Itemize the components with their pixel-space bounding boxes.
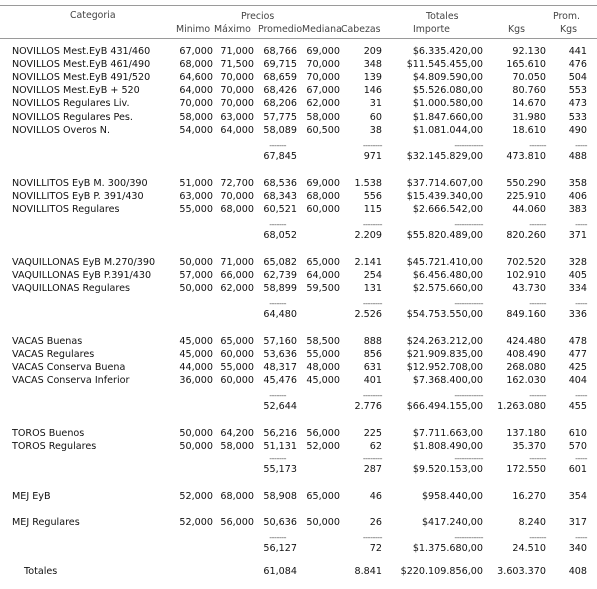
precio-promedio: 68,426: [263, 85, 297, 96]
precio-mediana: 70,000: [306, 59, 340, 70]
cabezas-value: 631: [363, 362, 382, 373]
cabezas-value: 2.141: [354, 257, 382, 268]
precio-promedio: 69,715: [263, 59, 297, 70]
precio-maximo: 71,000: [220, 46, 254, 57]
kgs-value: 424.480: [506, 336, 546, 347]
importe-value: $7.711.663,00: [412, 428, 483, 439]
prom-kgs-value: 441: [568, 46, 587, 57]
subtotal-divider: -------: [529, 299, 546, 308]
subtotal-divider: -----: [575, 141, 587, 150]
precio-mediana: 58,000: [306, 112, 340, 123]
importe-value: $2.575.660,00: [412, 283, 483, 294]
prom-kgs-value: 405: [568, 270, 587, 281]
header-cabezas: Cabezas: [341, 24, 381, 35]
kgs-value: 43.730: [512, 283, 546, 294]
category-label: VAQUILLONAS Regulares: [12, 283, 131, 294]
subtotal-kgs: 1.263.080: [497, 401, 546, 412]
category-label: NOVILLOS Overos N.: [12, 125, 110, 136]
category-label: NOVILLOS Regulares Liv.: [12, 98, 130, 109]
subtotal-prom-kgs: 488: [568, 151, 587, 162]
category-label: NOVILLOS Regulares Pes.: [12, 112, 133, 123]
precio-maximo: 72,700: [220, 178, 254, 189]
precio-mediana: 59,500: [306, 283, 340, 294]
precio-minimo: 50,000: [179, 441, 213, 452]
subtotal-divider: -------: [269, 533, 286, 542]
subtotal-divider: -----: [575, 299, 587, 308]
prom-kgs-value: 473: [568, 98, 587, 109]
subtotal-importe: $66.494.155,00: [406, 401, 483, 412]
precio-mediana: 65,000: [306, 257, 340, 268]
cabezas-value: 856: [363, 349, 382, 360]
kgs-value: 162.030: [506, 375, 546, 386]
subtotal-divider: -------: [529, 391, 546, 400]
cabezas-value: 254: [363, 270, 382, 281]
precio-promedio: 58,899: [263, 283, 297, 294]
prom-kgs-value: 334: [568, 283, 587, 294]
precio-promedio: 57,160: [263, 336, 297, 347]
precio-minimo: 58,000: [179, 112, 213, 123]
precio-maximo: 66,000: [220, 270, 254, 281]
precio-mediana: 64,000: [306, 270, 340, 281]
prom-kgs-value: 490: [568, 125, 587, 136]
cabezas-value: 60: [369, 112, 382, 123]
kgs-value: 18.610: [512, 125, 546, 136]
category-label: VAQUILLONAS EyB M.270/390: [12, 257, 156, 268]
precio-promedio: 58,908: [263, 491, 297, 502]
importe-value: $1.847.660,00: [412, 112, 483, 123]
subtotal-cabezas: 2.526: [354, 309, 382, 320]
precio-minimo: 44,000: [179, 362, 213, 373]
totals-kgs: 3.603.370: [497, 566, 546, 577]
precio-minimo: 67,000: [179, 46, 213, 57]
category-label: NOVILLOS Mest.EyB 431/460: [12, 46, 151, 57]
subtotal-importe: $55.820.489,00: [406, 230, 483, 241]
precio-mediana: 58,500: [306, 336, 340, 347]
precio-maximo: 63,000: [220, 112, 254, 123]
prom-kgs-value: 317: [568, 517, 587, 528]
precio-minimo: 64,600: [179, 72, 213, 83]
subtotal-divider: -------: [529, 454, 546, 463]
kgs-value: 80.760: [512, 85, 546, 96]
kgs-value: 70.050: [512, 72, 546, 83]
category-label: NOVILLITOS EyB P. 391/430: [12, 191, 144, 202]
precio-maximo: 68,000: [220, 204, 254, 215]
precio-minimo: 55,000: [179, 204, 213, 215]
category-label: NOVILLOS Mest.EyB 491/520: [12, 72, 151, 83]
precio-minimo: 50,000: [179, 257, 213, 268]
importe-value: $6.335.420,00: [412, 46, 483, 57]
subtotal-divider: -------: [269, 454, 286, 463]
prom-kgs-value: 328: [568, 257, 587, 268]
header-kgs: Kgs: [508, 24, 525, 35]
precio-minimo: 68,000: [179, 59, 213, 70]
precio-maximo: 71,000: [220, 257, 254, 268]
importe-value: $1.000.580,00: [412, 98, 483, 109]
category-label: MEJ EyB: [12, 491, 51, 502]
subtotal-divider: ------------: [454, 141, 483, 150]
totals-cabezas: 8.841: [354, 566, 382, 577]
subtotal-promedio: 64,480: [263, 309, 297, 320]
header-minimo: Minimo: [176, 24, 211, 35]
precio-minimo: 50,000: [179, 428, 213, 439]
precio-mediana: 65,000: [306, 491, 340, 502]
header-bottom-rule: [0, 38, 597, 39]
prom-kgs-value: 358: [568, 178, 587, 189]
category-label: NOVILLOS Mest.EyB + 520: [12, 85, 140, 96]
subtotal-divider: -----: [575, 220, 587, 229]
precio-minimo: 57,000: [179, 270, 213, 281]
precio-promedio: 56,216: [263, 428, 297, 439]
precio-promedio: 45,476: [263, 375, 297, 386]
kgs-value: 14.670: [512, 98, 546, 109]
subtotal-cabezas: 287: [363, 464, 382, 475]
kgs-value: 102.910: [506, 270, 546, 281]
kgs-value: 8.240: [518, 517, 546, 528]
precio-mediana: 60,000: [306, 204, 340, 215]
subtotal-divider: ------------: [454, 220, 483, 229]
precio-maximo: 70,000: [220, 72, 254, 83]
subtotal-divider: ------------: [454, 299, 483, 308]
cabezas-value: 131: [363, 283, 382, 294]
subtotal-divider: -------: [529, 533, 546, 542]
kgs-value: 550.290: [506, 178, 546, 189]
precio-minimo: 63,000: [179, 191, 213, 202]
kgs-value: 408.490: [506, 349, 546, 360]
precio-mediana: 68,000: [306, 191, 340, 202]
subtotal-prom-kgs: 371: [568, 230, 587, 241]
category-label: NOVILLITOS Regulares: [12, 204, 120, 215]
subtotal-prom-kgs: 601: [568, 464, 587, 475]
header-importe: Importe: [413, 24, 450, 35]
subtotal-divider: -------: [269, 220, 286, 229]
precio-promedio: 68,659: [263, 72, 297, 83]
cabezas-value: 62: [369, 441, 382, 452]
kgs-value: 16.270: [512, 491, 546, 502]
prom-kgs-value: 570: [568, 441, 587, 452]
precio-promedio: 68,766: [263, 46, 297, 57]
cabezas-value: 146: [363, 85, 382, 96]
precio-mediana: 55,000: [306, 349, 340, 360]
totals-label: Totales: [24, 566, 58, 577]
precio-maximo: 62,000: [220, 283, 254, 294]
precio-promedio: 68,343: [263, 191, 297, 202]
precio-minimo: 45,000: [179, 336, 213, 347]
subtotal-promedio: 68,052: [263, 230, 297, 241]
subtotal-prom-kgs: 336: [568, 309, 587, 320]
precio-mediana: 48,000: [306, 362, 340, 373]
importe-value: $958.440,00: [421, 491, 483, 502]
kgs-value: 35.370: [512, 441, 546, 452]
importe-value: $12.952.708,00: [406, 362, 483, 373]
prom-kgs-value: 404: [568, 375, 587, 386]
precio-maximo: 65,000: [220, 336, 254, 347]
precio-mediana: 56,000: [306, 428, 340, 439]
precio-maximo: 64,200: [220, 428, 254, 439]
precio-mediana: 60,500: [306, 125, 340, 136]
precio-promedio: 57,775: [263, 112, 297, 123]
precio-minimo: 52,000: [179, 517, 213, 528]
subtotal-kgs: 849.160: [506, 309, 546, 320]
cabezas-value: 888: [363, 336, 382, 347]
precio-promedio: 48,317: [263, 362, 297, 373]
cabezas-value: 139: [363, 72, 382, 83]
header-mediana: Mediana: [302, 24, 342, 35]
precio-mediana: 52,000: [306, 441, 340, 452]
header-promedio: Promedio: [258, 24, 303, 35]
importe-value: $5.526.080,00: [412, 85, 483, 96]
subtotal-kgs: 473.810: [506, 151, 546, 162]
precio-maximo: 71,500: [220, 59, 254, 70]
precio-maximo: 70,000: [220, 98, 254, 109]
precio-promedio: 51,131: [263, 441, 297, 452]
precio-promedio: 68,536: [263, 178, 297, 189]
precio-maximo: 70,000: [220, 191, 254, 202]
cabezas-value: 401: [363, 375, 382, 386]
precio-mediana: 69,000: [306, 178, 340, 189]
precio-minimo: 45,000: [179, 349, 213, 360]
subtotal-promedio: 67,845: [263, 151, 297, 162]
subtotal-divider: ------------: [454, 391, 483, 400]
subtotal-cabezas: 72: [369, 543, 382, 554]
category-label: VAQUILLONAS EyB P.391/430: [12, 270, 152, 281]
precio-maximo: 60,000: [220, 349, 254, 360]
kgs-value: 31.980: [512, 112, 546, 123]
kgs-value: 165.610: [506, 59, 546, 70]
cabezas-value: 348: [363, 59, 382, 70]
importe-value: $1.808.490,00: [412, 441, 483, 452]
subtotal-divider: -------: [529, 141, 546, 150]
kgs-value: 137.180: [506, 428, 546, 439]
precio-promedio: 68,206: [263, 98, 297, 109]
importe-value: $11.545.455,00: [406, 59, 483, 70]
importe-value: $21.909.835,00: [406, 349, 483, 360]
precio-minimo: 64,000: [179, 85, 213, 96]
cabezas-value: 1.538: [354, 178, 382, 189]
importe-value: $15.439.340,00: [406, 191, 483, 202]
subtotal-divider: --------: [362, 533, 382, 542]
totals-prom-kgs: 408: [568, 566, 587, 577]
precio-maximo: 60,000: [220, 375, 254, 386]
cabezas-value: 209: [363, 46, 382, 57]
kgs-value: 268.080: [506, 362, 546, 373]
precio-promedio: 65,082: [263, 257, 297, 268]
cabezas-value: 38: [369, 125, 382, 136]
importe-value: $417.240,00: [421, 517, 483, 528]
prom-kgs-value: 383: [568, 204, 587, 215]
subtotal-cabezas: 2.776: [354, 401, 382, 412]
importe-value: $37.714.607,00: [406, 178, 483, 189]
prom-kgs-value: 476: [568, 59, 587, 70]
header-top-rule: [0, 5, 597, 6]
subtotal-importe: $54.753.550,00: [406, 309, 483, 320]
precio-mediana: 50,000: [306, 517, 340, 528]
precio-mediana: 70,000: [306, 72, 340, 83]
importe-value: $7.368.400,00: [412, 375, 483, 386]
subtotal-kgs: 24.510: [512, 543, 546, 554]
prom-kgs-value: 504: [568, 72, 587, 83]
subtotal-divider: -------: [269, 299, 286, 308]
precio-maximo: 58,000: [220, 441, 254, 452]
importe-value: $4.809.590,00: [412, 72, 483, 83]
importe-value: $1.081.044,00: [412, 125, 483, 136]
subtotal-kgs: 172.550: [506, 464, 546, 475]
subtotal-divider: ------------: [454, 533, 483, 542]
kgs-value: 702.520: [506, 257, 546, 268]
subtotal-divider: --------: [362, 299, 382, 308]
prom-kgs-value: 477: [568, 349, 587, 360]
subtotal-divider: --------: [362, 454, 382, 463]
cabezas-value: 225: [363, 428, 382, 439]
subtotal-prom-kgs: 455: [568, 401, 587, 412]
category-label: VACAS Conserva Inferior: [12, 375, 130, 386]
subtotal-divider: -------: [529, 220, 546, 229]
kgs-value: 44.060: [512, 204, 546, 215]
subtotal-promedio: 56,127: [263, 543, 297, 554]
totals-promedio: 61,084: [263, 566, 297, 577]
subtotal-divider: ------------: [454, 454, 483, 463]
precio-maximo: 68,000: [220, 491, 254, 502]
importe-value: $45.721.410,00: [406, 257, 483, 268]
subtotal-divider: -------: [269, 141, 286, 150]
importe-value: $6.456.480,00: [412, 270, 483, 281]
subtotal-importe: $9.520.153,00: [412, 464, 483, 475]
header-maximo: Máximo: [214, 24, 251, 35]
precio-minimo: 51,000: [179, 178, 213, 189]
precio-mediana: 62,000: [306, 98, 340, 109]
kgs-value: 92.130: [512, 46, 546, 57]
importe-value: $2.666.542,00: [412, 204, 483, 215]
subtotal-kgs: 820.260: [506, 230, 546, 241]
subtotal-divider: --------: [362, 391, 382, 400]
precio-minimo: 52,000: [179, 491, 213, 502]
prom-kgs-value: 354: [568, 491, 587, 502]
precio-promedio: 60,521: [263, 204, 297, 215]
kgs-value: 225.910: [506, 191, 546, 202]
prom-kgs-value: 425: [568, 362, 587, 373]
cabezas-value: 46: [369, 491, 382, 502]
category-label: TOROS Buenos: [12, 428, 85, 439]
cabezas-value: 556: [363, 191, 382, 202]
precio-maximo: 64,000: [220, 125, 254, 136]
prom-kgs-value: 610: [568, 428, 587, 439]
precio-maximo: 55,000: [220, 362, 254, 373]
cabezas-value: 26: [369, 517, 382, 528]
subtotal-prom-kgs: 340: [568, 543, 587, 554]
subtotal-promedio: 55,173: [263, 464, 297, 475]
precio-promedio: 58,089: [263, 125, 297, 136]
subtotal-divider: -----: [575, 533, 587, 542]
prom-kgs-value: 553: [568, 85, 587, 96]
category-label: MEJ Regulares: [12, 517, 80, 528]
totals-importe: $220.109.856,00: [400, 566, 483, 577]
subtotal-divider: --------: [362, 220, 382, 229]
subtotal-divider: -----: [575, 454, 587, 463]
header-precios: Precios: [241, 11, 275, 22]
subtotal-divider: --------: [362, 141, 382, 150]
subtotal-cabezas: 971: [363, 151, 382, 162]
precio-promedio: 62,739: [263, 270, 297, 281]
precio-maximo: 70,000: [220, 85, 254, 96]
precio-minimo: 36,000: [179, 375, 213, 386]
precio-maximo: 56,000: [220, 517, 254, 528]
subtotal-promedio: 52,644: [263, 401, 297, 412]
precio-minimo: 54,000: [179, 125, 213, 136]
prom-kgs-value: 533: [568, 112, 587, 123]
precio-mediana: 69,000: [306, 46, 340, 57]
header-totales: Totales: [426, 11, 459, 22]
category-label: VACAS Regulares: [12, 349, 95, 360]
category-label: TOROS Regulares: [12, 441, 97, 452]
precio-minimo: 50,000: [179, 283, 213, 294]
cabezas-value: 31: [369, 98, 382, 109]
header-prom: Prom.: [553, 11, 580, 22]
subtotal-importe: $32.145.829,00: [406, 151, 483, 162]
cabezas-value: 115: [363, 204, 382, 215]
precio-promedio: 50,636: [263, 517, 297, 528]
precio-promedio: 53,636: [263, 349, 297, 360]
category-label: VACAS Conserva Buena: [12, 362, 126, 373]
importe-value: $24.263.212,00: [406, 336, 483, 347]
category-label: VACAS Buenas: [12, 336, 83, 347]
header-categoria: Categoria: [70, 10, 116, 21]
category-label: NOVILLITOS EyB M. 300/390: [12, 178, 148, 189]
precio-mediana: 45,000: [306, 375, 340, 386]
subtotal-importe: $1.375.680,00: [412, 543, 483, 554]
precio-minimo: 70,000: [179, 98, 213, 109]
subtotal-divider: -------: [269, 391, 286, 400]
subtotal-cabezas: 2.209: [354, 230, 382, 241]
category-label: NOVILLOS Mest.EyB 461/490: [12, 59, 151, 70]
prom-kgs-value: 478: [568, 336, 587, 347]
prom-kgs-value: 406: [568, 191, 587, 202]
header-prom-kgs: Kgs: [560, 24, 577, 35]
precio-mediana: 67,000: [306, 85, 340, 96]
subtotal-divider: -----: [575, 391, 587, 400]
